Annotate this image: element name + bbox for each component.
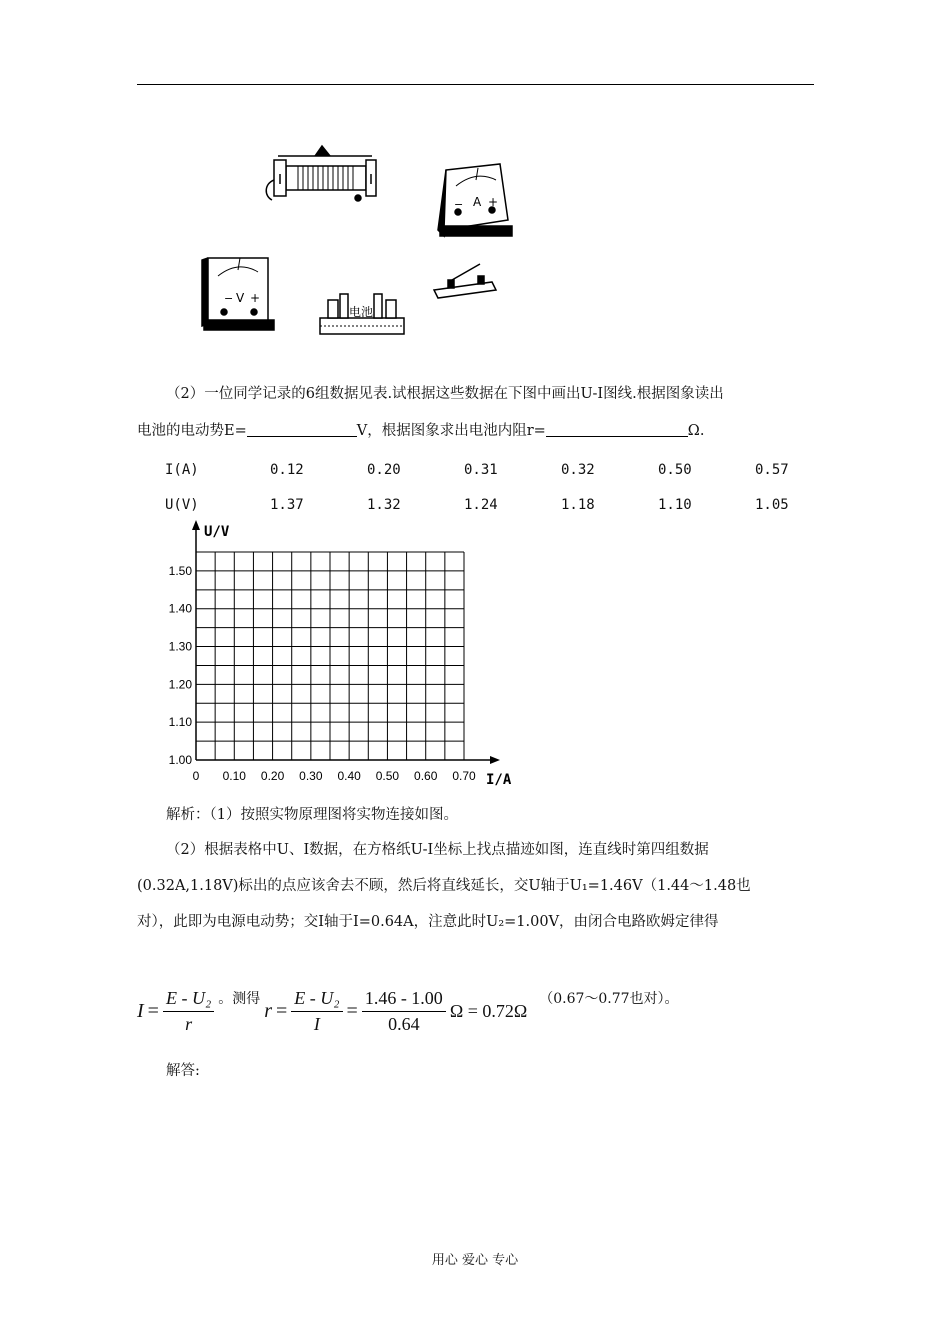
x-tick-label: 0.30 bbox=[299, 769, 323, 783]
formula bbox=[137, 988, 679, 1040]
emf-label: 电池的电动势E= bbox=[137, 423, 247, 439]
table-cell: 0.31 bbox=[464, 461, 498, 478]
table-cell: 1.10 bbox=[658, 496, 692, 513]
x-tick-label: 0.50 bbox=[375, 769, 400, 783]
u-i-chart bbox=[160, 518, 520, 790]
formula-r: r bbox=[264, 1000, 272, 1022]
question-line-1: （2）一位同学记录的6组数据见表.试根据这些数据在下图中画出U-I图线.根据图象读出 bbox=[166, 386, 724, 402]
resistance-label: V，根据图象求出电池内阻r= bbox=[356, 423, 546, 439]
ammeter-plus: + bbox=[488, 195, 499, 209]
battery-label: 电池 bbox=[349, 305, 374, 319]
formula-eq: = bbox=[147, 1000, 159, 1022]
x-tick-label: 0.40 bbox=[337, 769, 361, 783]
formula-result: Ω = 0.72Ω bbox=[449, 1001, 528, 1021]
fraction-3 bbox=[362, 988, 446, 1035]
formula-mid-text: 。测得 bbox=[218, 991, 261, 1008]
x-tick-label: 0.20 bbox=[260, 769, 285, 783]
analysis-line-1: 解析：（1）按照实物原理图将实物连接如图。 bbox=[166, 807, 458, 823]
question-line-2 bbox=[137, 421, 704, 441]
fraction-2-denominator: I bbox=[313, 1014, 320, 1034]
voltmeter-plus: + bbox=[250, 291, 261, 305]
table-cell: 0.50 bbox=[658, 461, 692, 478]
row-label-current: I(A) bbox=[165, 461, 199, 478]
table-cell: 1.37 bbox=[270, 496, 304, 513]
y-tick-label: 1.00 bbox=[168, 753, 192, 767]
ammeter-label: A bbox=[473, 195, 482, 209]
y-tick-label: 1.20 bbox=[168, 677, 192, 692]
switch-icon bbox=[434, 264, 496, 298]
ohm-unit: Ω. bbox=[687, 423, 705, 439]
table-cell: 1.32 bbox=[367, 496, 401, 513]
voltmeter-label: V bbox=[236, 291, 245, 305]
fraction-2-numerator: E - U₂ bbox=[291, 988, 342, 1012]
analysis-line-2: （2）根据表格中U、I数据，在方格纸U-I坐标上找点描迹如图，连直线时第四组数据 bbox=[166, 842, 709, 858]
apparatus-illustration bbox=[190, 140, 570, 340]
emf-blank[interactable] bbox=[247, 421, 357, 437]
table-cell: 0.20 bbox=[367, 461, 401, 478]
table-cell: 0.32 bbox=[561, 461, 595, 478]
data-table bbox=[165, 452, 815, 522]
y-tick-label: 1.10 bbox=[168, 715, 192, 730]
x-axis-label: I/A bbox=[486, 772, 512, 788]
rheostat-icon bbox=[266, 146, 376, 201]
formula-note: （0.67～0.77也对）。 bbox=[539, 991, 679, 1008]
x-tick-label: 0.10 bbox=[222, 769, 246, 783]
table-cell: 1.05 bbox=[755, 496, 789, 513]
voltmeter-minus: − bbox=[224, 292, 234, 305]
table-row bbox=[165, 452, 815, 487]
table-row bbox=[165, 487, 815, 522]
formula-eq-3: = bbox=[346, 1000, 358, 1022]
fraction-1 bbox=[163, 988, 214, 1035]
answer-label: 解答: bbox=[166, 1063, 200, 1079]
fraction-1-denominator: r bbox=[185, 1014, 193, 1034]
table-cell: 0.12 bbox=[270, 461, 304, 478]
formula-I: I bbox=[137, 1000, 144, 1022]
y-tick-label: 1.50 bbox=[168, 563, 192, 578]
resistance-blank[interactable] bbox=[546, 421, 688, 437]
x-tick-label: 0.60 bbox=[414, 769, 438, 783]
analysis-line-3: (0.32A,1.18V)标出的点应该舍去不顾，然后将直线延长，交U轴于U₁=1.46V（1.44～1.48也 bbox=[137, 878, 751, 894]
formula-eq-2: = bbox=[276, 1000, 288, 1022]
x-tick-label: 0.70 bbox=[452, 769, 476, 783]
row-label-voltage: U(V) bbox=[165, 496, 199, 513]
analysis-line-4: 对），此即为电源电动势；交I轴于I=0.64A，注意此时U₂=1.00V，由闭合电路欧姆定律得 bbox=[137, 914, 719, 930]
table-cell: 1.18 bbox=[561, 496, 595, 513]
table-cell: 0.57 bbox=[755, 461, 789, 478]
fraction-2 bbox=[291, 988, 342, 1035]
y-axis-arrow bbox=[192, 520, 200, 530]
fraction-3-denominator: 0.64 bbox=[388, 1014, 420, 1034]
y-tick-label: 1.30 bbox=[168, 639, 192, 654]
fraction-3-numerator: 1.46 - 1.00 bbox=[362, 988, 446, 1012]
fraction-1-numerator: E - U₂ bbox=[163, 988, 214, 1012]
page-footer: 用心 爱心 专心 bbox=[431, 1253, 519, 1268]
y-tick-label: 1.40 bbox=[168, 601, 192, 616]
ammeter-minus: − bbox=[454, 198, 464, 211]
y-axis-label: U/V bbox=[204, 524, 230, 540]
x-axis-arrow bbox=[490, 756, 500, 764]
header-rule bbox=[137, 84, 814, 85]
table-cell: 1.24 bbox=[464, 496, 498, 513]
x-tick-label: 0 bbox=[192, 769, 200, 783]
